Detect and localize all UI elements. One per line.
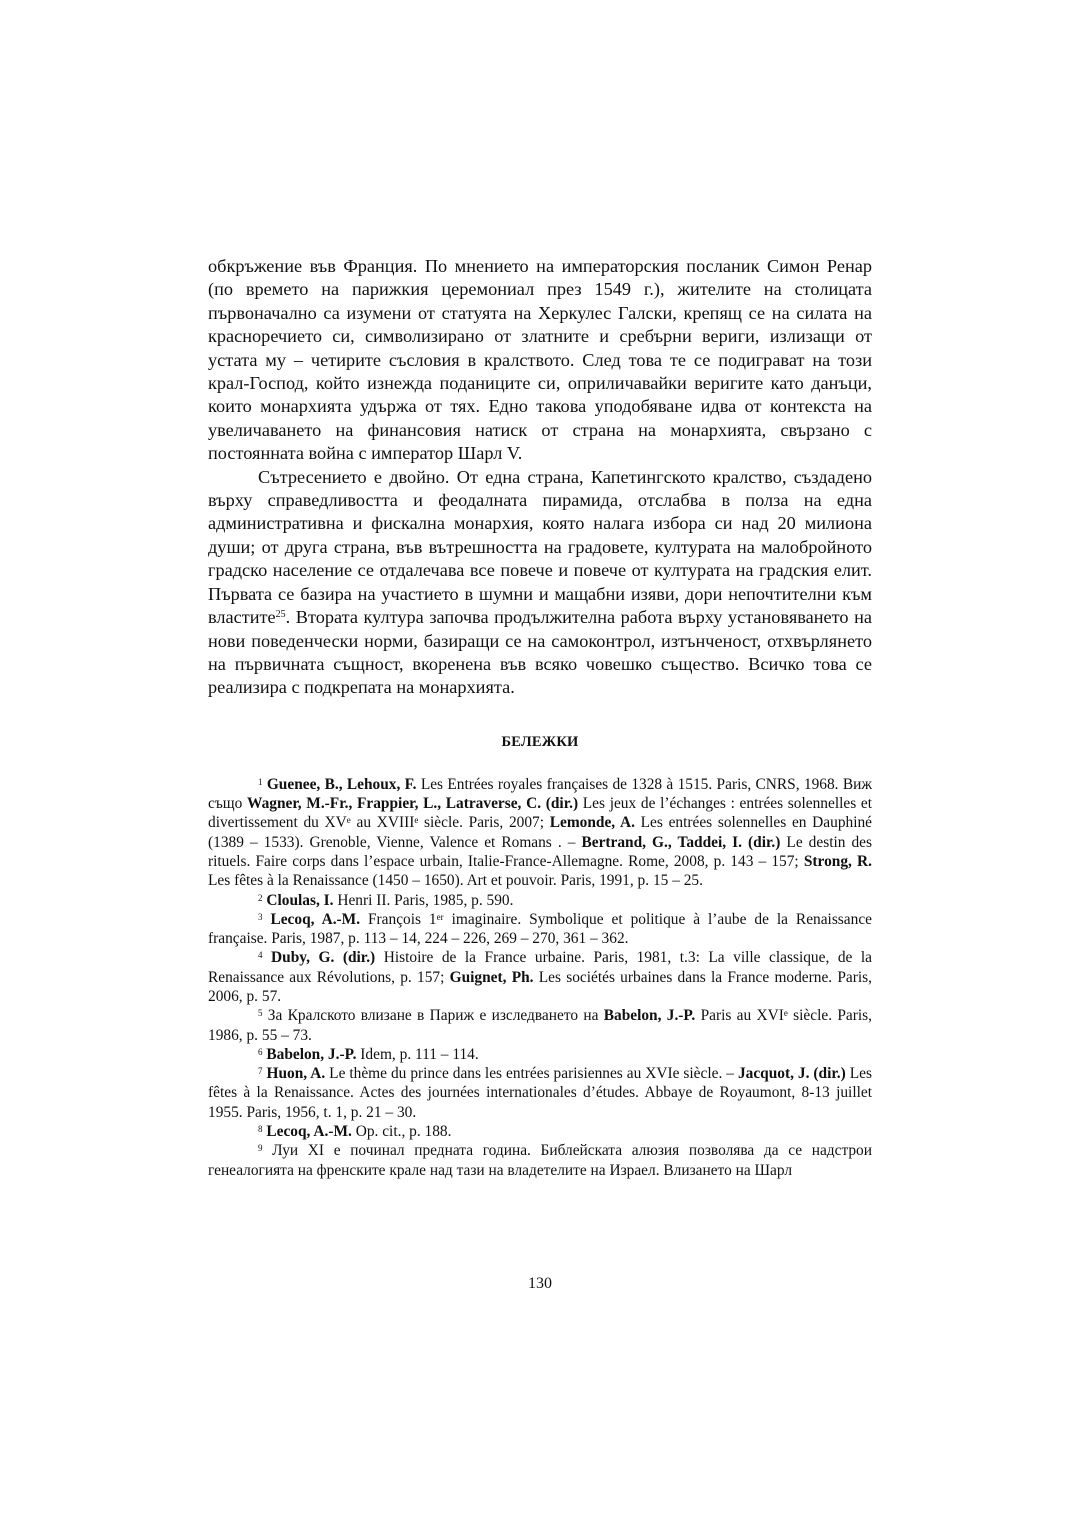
note-text: Les Entrées royales françaises de 1328 à 1515. Paris, CNRS, 1968. Виж също	[208, 775, 872, 813]
note-text: Henri II. Paris, 1985, p. 590.	[333, 891, 514, 909]
note-text: siècle. Paris, 2007;	[418, 814, 550, 832]
note-text: Le destin des rituels. Faire corps dans l’espace urbain, Italie-France-Allemagne. Rome, 2008, p. 143 – 157;	[208, 833, 873, 870]
note-text: Les sociétés urbaines dans la France moderne. Paris, 2006, p. 57.	[208, 968, 873, 1005]
superscript: e	[783, 1008, 788, 1019]
author: Guignet, Ph.	[449, 968, 534, 986]
note-number: 7	[258, 1066, 263, 1077]
note-text: Les jeux de l’échanges : entrées solennelles et divertissement du XV	[208, 795, 872, 832]
note-text: Les fêtes à la Renaissance. Actes des journées internationales d’études. Abbaye de Royaumont, 8-13 juillet 1955. Paris, 1956, t. 1, p. 21 – 30.	[208, 1065, 872, 1121]
author: Wagner, M.-Fr., Frappier, L., Latraverse, C. (dir.)	[247, 795, 579, 813]
author: Babelon, J.-P.	[266, 1045, 357, 1063]
author: Huon, A.	[266, 1065, 326, 1083]
note-8	[208, 1122, 872, 1141]
note-5	[208, 1006, 872, 1045]
note-number: 4	[258, 950, 263, 961]
note-number: 1	[258, 776, 263, 787]
note-text: siècle. Paris, 1986, p. 55 – 73.	[208, 1007, 872, 1044]
note-text: Histoire de la France urbaine. Paris, 1981, t.3: La ville classique, de la Renaissance aux Révolutions, p. 157;	[208, 949, 872, 986]
paragraph-2	[208, 466, 872, 700]
note-text: Op. cit., p. 188.	[351, 1123, 452, 1141]
note-number: 9	[258, 1143, 263, 1154]
author: Cloulas, I.	[266, 891, 334, 909]
author: Lecoq, A.-M.	[270, 910, 361, 928]
note-number: 3	[258, 911, 263, 922]
note-text: au XVIII	[350, 814, 415, 832]
note-9	[208, 1141, 872, 1180]
notes-list	[208, 775, 872, 1180]
note-number: 8	[258, 1124, 263, 1135]
author: Strong, R.	[803, 852, 872, 870]
note-7	[208, 1064, 872, 1122]
note-number: 2	[258, 892, 263, 903]
page	[208, 255, 872, 1180]
note-text: François 1	[360, 910, 437, 928]
note-text: imaginaire. Symbolique et politique à l’aube de la Renaissance française. Paris, 1987, p. 113 – 14, 224 – 226, 269 – 270, 361 – 362.	[208, 910, 872, 948]
author: Babelon, J.-P.	[603, 1007, 696, 1025]
author: Bertrand, G., Taddei, I. (dir.)	[581, 833, 781, 851]
body-text	[208, 255, 872, 700]
author: Lemonde, A.	[549, 814, 635, 832]
note-3	[208, 910, 872, 949]
note-4	[208, 948, 872, 1006]
superscript: e	[414, 815, 419, 826]
note-text: Les fêtes à la Renaissance (1450 – 1650). Art et pouvoir. Paris, 1991, p. 15 – 25.	[208, 872, 703, 890]
notes-title: БЕЛЕЖКИ	[501, 733, 579, 750]
author: Lecoq, A.-M.	[266, 1123, 352, 1141]
note-number: 6	[258, 1046, 263, 1057]
paragraph-2-part-a: Сътресението е двойно. От една страна, Капетингското кралство, създадено върху справедливостта и феодалната пирамида, отслабва в полза на една административна и фискална монархия, която налага избора си над 20 милиона души; от друга страна, във вътрешността на градовете, културата на малобройното градско население се отдалечава все повече и повече от културата на градския елит. Първата се базира на участието в шумни и мащабни изяви, дори непочтителни към властите	[208, 466, 872, 628]
note-number: 5	[258, 1008, 263, 1019]
author: Guenee, B., Lehoux, F.	[266, 775, 417, 793]
note-2	[208, 891, 872, 910]
note-1	[208, 775, 872, 891]
note-text: Idem, p. 111 – 114.	[356, 1045, 479, 1063]
author: Jacquot, J. (dir.)	[737, 1065, 846, 1083]
note-6	[208, 1045, 872, 1064]
author: Duby, G. (dir.)	[271, 949, 376, 967]
note-text: За Кралското влизане в Париж е изследването на	[262, 1007, 604, 1025]
note-text: Les entrées solennelles en Dauphiné (1389 – 1533). Grenoble, Vienne, Valence et Romans . –	[208, 814, 873, 851]
superscript: e	[346, 815, 351, 826]
paragraph-1: обкръжение във Франция. По мнението на императорския посланик Симон Ренар (по времето на парижкия церемониал през 1549 г.), жителите на столицата първоначално са изумени от статуята на Херкулес Галски, крепящ се на силата на красноречието си, символизирано от златните и сребърни вериги, излизащи от устата му – четирите съсловия в кралството. След това те се подиграват на този крал-Господ, който изнежда поданиците си, оприличавайки веригите като данъци, които монархията удържа от тях. Едно такова уподобяване идва от контекста на увеличаването на финансовия натиск от страна на монархията, свързано с постоянната война с император Шарл V.	[208, 256, 872, 464]
note-text: Paris au XVI	[695, 1007, 784, 1025]
note-text: Le thème du prince dans les entrées parisiennes au XVIe siècle. –	[325, 1065, 738, 1083]
note-text: Луи XI е починал предната година. Библейската алюзия позволява да се надстрои генеалогията на френските крале над тази на владетелите на Израел. Влизането на Шарл	[208, 1142, 872, 1179]
page-number: 130	[528, 1275, 552, 1292]
superscript: er	[436, 911, 444, 922]
footnote-ref-25: 25	[275, 609, 286, 621]
paragraph-2-part-b: . Втората култура започва продължителна работа върху установяването на нови поведенчески норми, базиращи се на самоконтрол, изтънченост, отхвърлянето на първичната същност, вкоренена във всяко човешко същество. Всичко това се реализира с подкрепата на монархията.	[208, 607, 872, 698]
